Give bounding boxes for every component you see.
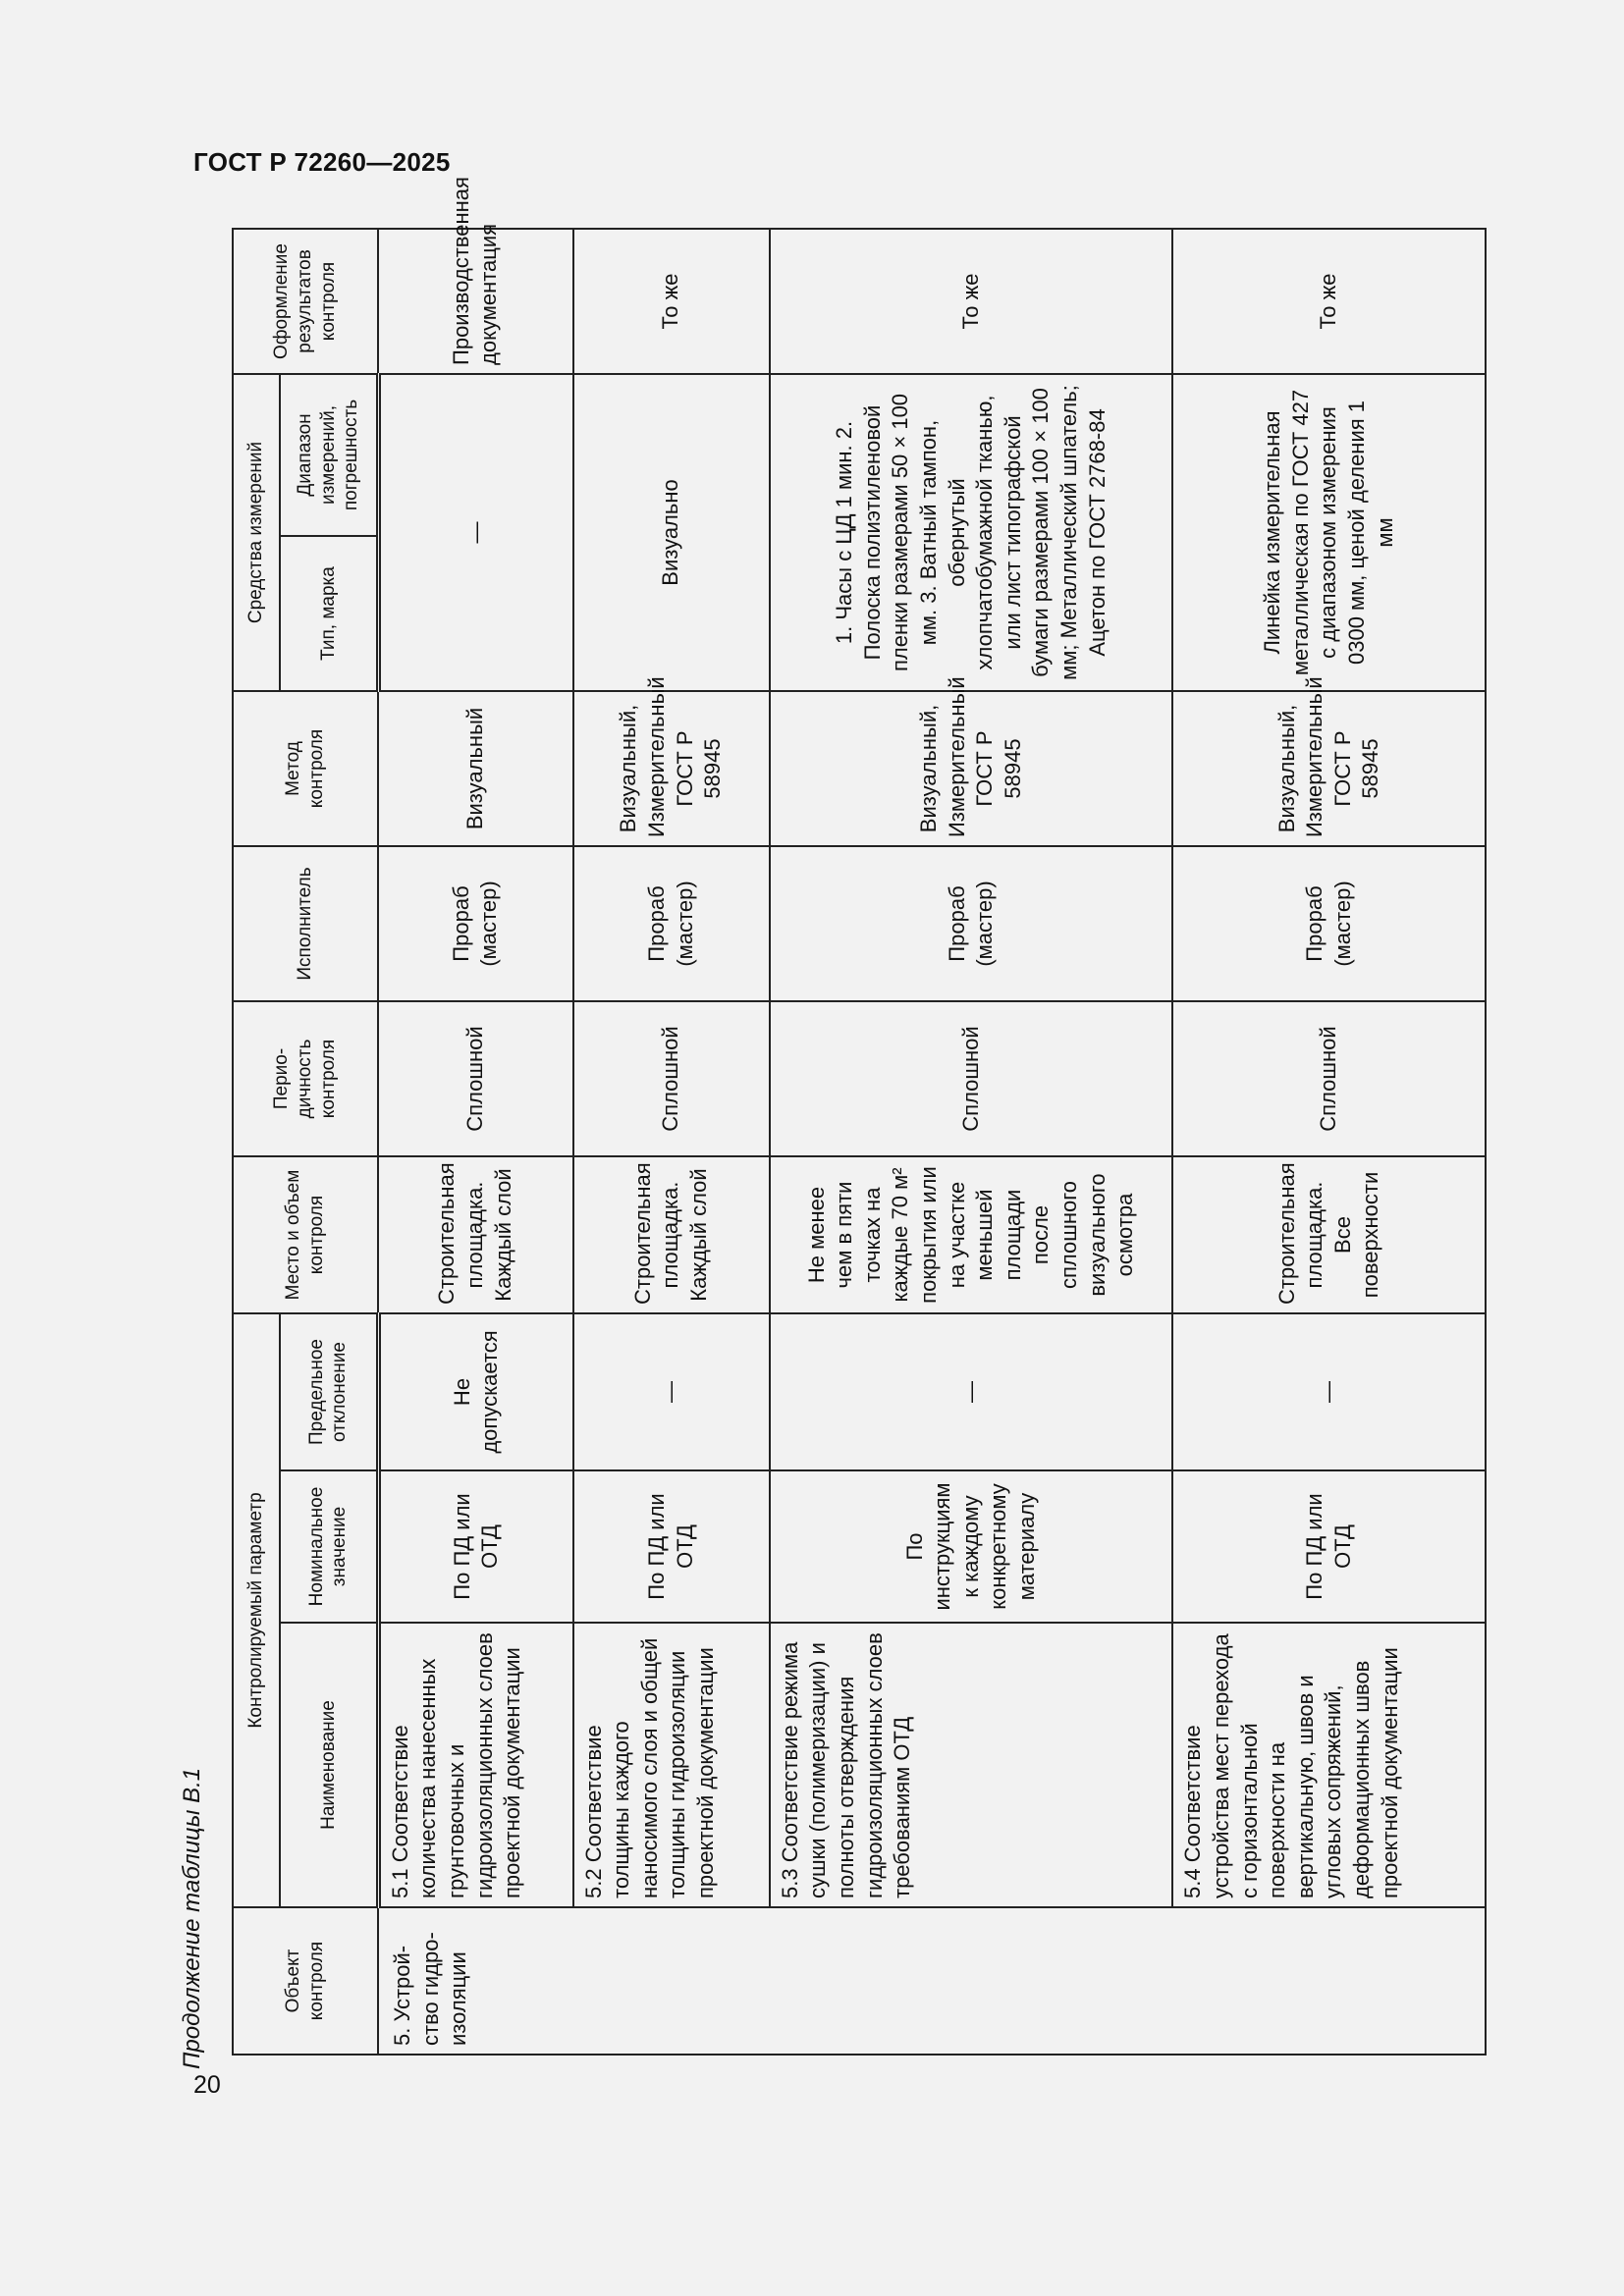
cell-method: Визуальный, Измерительный ГОСТ Р 58945 xyxy=(573,691,770,846)
cell-results: То же xyxy=(1172,229,1486,374)
header-nominal: Номинальное значение xyxy=(280,1470,378,1623)
cell-executor: Прораб (мастер) xyxy=(1172,846,1486,1001)
cell-deviation: — xyxy=(770,1313,1173,1470)
cell-method: Визуальный, Измерительный ГОСТ Р 58945 xyxy=(1172,691,1486,846)
cell-method: Визуальный xyxy=(378,691,572,846)
cell-executor: Прораб (мастер) xyxy=(573,846,770,1001)
header-deviation: Предельное отклонение xyxy=(280,1313,378,1470)
cell-place: Строительная площадка. Каждый слой xyxy=(573,1156,770,1313)
cell-means: Линейка измерительная металлическая по ГОСТ 427 с диапазоном измерения 0300 мм, ценой деления 1 мм xyxy=(1172,374,1486,691)
document-code: ГОСТ Р 72260—2025 xyxy=(193,147,451,177)
cell-deviation: Не допускается xyxy=(378,1313,572,1470)
header-results: Оформление результатов контроля xyxy=(233,229,378,374)
header-param-group: Контролируемый параметр xyxy=(233,1313,280,1907)
header-name: Наименование xyxy=(280,1623,378,1907)
cell-period: Сплошной xyxy=(378,1001,572,1156)
cell-nominal: По ПД или ОТД xyxy=(573,1470,770,1623)
header-type-mark: Тип, марка xyxy=(280,536,378,691)
table-row xyxy=(573,229,770,2055)
cell-name: 5.4 Соответствие устройства мест перехода с горизонтальной поверхности на вертикальную, швов и угловых сопряжений, деформационных швов проектной документации xyxy=(1172,1623,1486,1907)
cell-executor: Прораб (мастер) xyxy=(770,846,1173,1001)
header-place: Место и объем контроля xyxy=(233,1156,378,1313)
cell-period: Сплошной xyxy=(1172,1001,1486,1156)
cell-executor: Прораб (мастер) xyxy=(378,846,572,1001)
header-means-group: Средства измерений xyxy=(233,374,280,691)
cell-results: Производственная документация xyxy=(378,229,572,374)
cell-period: Сплошной xyxy=(573,1001,770,1156)
cell-name: 5.3 Соответствие режима сушки (полимеризации) и полноты отверждения гидроизоляционных слоев требованиям ОТД xyxy=(770,1623,1173,1907)
header-range: Диапазон измерений, погрешность xyxy=(280,374,378,536)
cell-deviation: — xyxy=(1172,1313,1486,1470)
control-table xyxy=(232,177,1487,2056)
table-row xyxy=(378,229,572,2055)
cell-means: 1. Часы с ЦД 1 мин. 2. Полоска полиэтиленовой пленки размерами 50 × 100 мм. 3. Ватный тампон, обернутый хлопчатобумажной тканью, или лист типографской бумаги размерами 100 × 100 мм; Металлический шпатель; Ацетон по ГОСТ 2768-84 xyxy=(770,374,1173,691)
cell-object: 5. Устрой-ство гидро-изоляции xyxy=(378,1907,1486,2055)
table-row xyxy=(770,229,1173,2055)
cell-means: — xyxy=(378,374,572,691)
header-object: Объект контроля xyxy=(233,1907,378,2055)
page-number: 20 xyxy=(193,2071,221,2099)
cell-deviation: — xyxy=(573,1313,770,1470)
cell-nominal: По ПД или ОТД xyxy=(1172,1470,1486,1623)
header-method: Метод контроля xyxy=(233,691,378,846)
cell-place: Строительная площадка. Все поверхности xyxy=(1172,1156,1486,1313)
cell-results: То же xyxy=(573,229,770,374)
table-row xyxy=(1172,229,1486,2055)
cell-means: Визуально xyxy=(573,374,770,691)
cell-name: 5.1 Соответствие количества нанесенных грунтовочных и гидроизоляционных слоев проектной документации xyxy=(378,1623,572,1907)
cell-name: 5.2 Соответствие толщины каждого наносимого слоя и общей толщины гидроизоляции проектной документации xyxy=(573,1623,770,1907)
cell-nominal: По инструкциям к каждому конкретному материалу xyxy=(770,1470,1173,1623)
cell-method: Визуальный, Измерительный ГОСТ Р 58945 xyxy=(770,691,1173,846)
rotated-table-wrapper xyxy=(232,177,1487,2056)
header-period: Перио-дичность контроля xyxy=(233,1001,378,1156)
header-executor: Исполнитель xyxy=(233,846,378,1001)
cell-period: Сплошной xyxy=(770,1001,1173,1156)
cell-nominal: По ПД или ОТД xyxy=(378,1470,572,1623)
cell-place: Не менее чем в пяти точках на каждые 70 м² покрытия или на участке меньшей площади после сплошного визуального осмотра xyxy=(770,1156,1173,1313)
cell-results: То же xyxy=(770,229,1173,374)
table-caption: Продолжение таблицы В.1 xyxy=(179,1767,205,2069)
cell-place: Строительная площадка. Каждый слой xyxy=(378,1156,572,1313)
